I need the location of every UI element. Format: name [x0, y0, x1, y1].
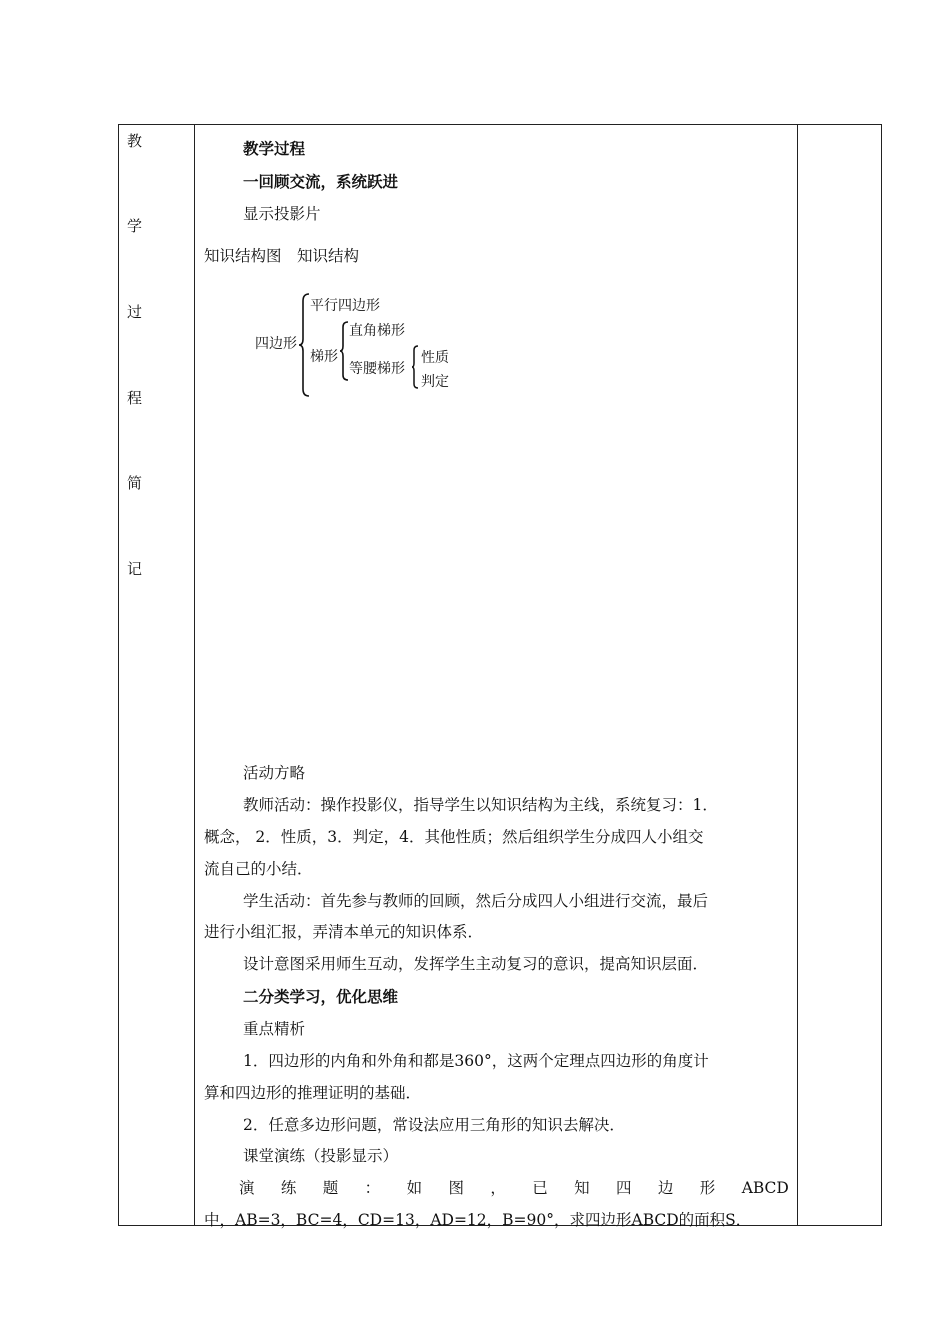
key-points-label: 重点精析 — [243, 1020, 306, 1038]
exercise-word: 知 — [574, 1179, 590, 1197]
exercise-word: 练 — [280, 1179, 297, 1197]
tree-criterion: 判定 — [421, 374, 449, 390]
design-intent: 设计意图采用师生互动，发挥学生主动复习的意识，提高知识层面． — [243, 955, 709, 973]
tree-parallelogram: 平行四边形 — [310, 298, 380, 314]
point-two: 2．任意多边形问题，常设法应用三角形的知识去解决． — [243, 1116, 625, 1134]
exercise-word: 演 — [239, 1179, 255, 1197]
classroom-practice-label: 课堂演练（投影显示） — [243, 1147, 399, 1165]
column-divider — [797, 125, 798, 1225]
heading-review: 一回顾交流，系统跃进 — [243, 173, 399, 191]
teacher-activity-line: 教师活动：操作投影仪，指导学生以知识结构为主线，系统复习：1． — [243, 796, 718, 814]
exercise-word: 四 — [616, 1179, 632, 1197]
knowledge-map-label: 知识结构图 知识结构 — [204, 247, 360, 265]
heading-process: 教学过程 — [243, 140, 306, 158]
brace-icon — [339, 321, 349, 381]
left-label-char: 记 — [127, 560, 143, 578]
exercise-line-two: 中，AB=3，BC=4，CD=13，AD=12，B=90°，求四边形ABCD的面积S． — [204, 1211, 752, 1229]
left-label-char: 过 — [127, 303, 143, 321]
exercise-line — [239, 1178, 789, 1198]
exercise-word: ： — [364, 1179, 381, 1197]
left-label-char: 学 — [127, 217, 143, 235]
tree-root: 四边形 — [255, 336, 297, 352]
exercise-word: 已 — [532, 1179, 548, 1197]
exercise-word: 如 — [406, 1179, 423, 1197]
tree-trapezoid: 梯形 — [310, 349, 338, 365]
exercise-word: 图 — [448, 1179, 464, 1197]
exercise-word: 题 — [322, 1179, 339, 1197]
main-content — [195, 125, 797, 1229]
teacher-activity-line: 概念， 2．性质，3．判定，4．其他性质；然后组织学生分成四人小组交 — [204, 828, 704, 846]
student-activity-line: 学生活动：首先参与教师的回顾，然后分成四人小组进行交流，最后 — [243, 892, 709, 910]
exercise-word: ABCD — [741, 1179, 789, 1197]
activity-strategy: 活动方略 — [243, 764, 306, 782]
left-label-char: 教 — [127, 132, 143, 150]
student-activity-line: 进行小组汇报，弄清本单元的知识体系． — [204, 923, 484, 941]
brace-icon — [411, 345, 419, 389]
left-label-char: 程 — [127, 389, 143, 407]
tree-right-trapezoid: 直角梯形 — [349, 323, 405, 339]
brace-icon — [298, 293, 310, 397]
exercise-word: ， — [490, 1179, 506, 1197]
left-label-char: 简 — [127, 474, 143, 492]
show-slide-text: 显示投影片 — [243, 205, 321, 223]
tree-isosceles-trapezoid: 等腰梯形 — [349, 361, 405, 377]
lesson-table — [118, 124, 882, 1229]
exercise-word: 形 — [699, 1179, 716, 1197]
left-label-column — [119, 125, 194, 1225]
exercise-word: 边 — [657, 1179, 674, 1197]
heading-classify: 二分类学习，优化思维 — [243, 988, 399, 1006]
point-one-line: 算和四边形的推理证明的基础． — [204, 1084, 422, 1102]
point-one-line: 1．四边形的内角和外角和都是360°，这两个定理点四边形的角度计 — [243, 1052, 709, 1070]
teacher-activity-line: 流自己的小结． — [204, 860, 313, 878]
tree-property: 性质 — [421, 350, 449, 366]
